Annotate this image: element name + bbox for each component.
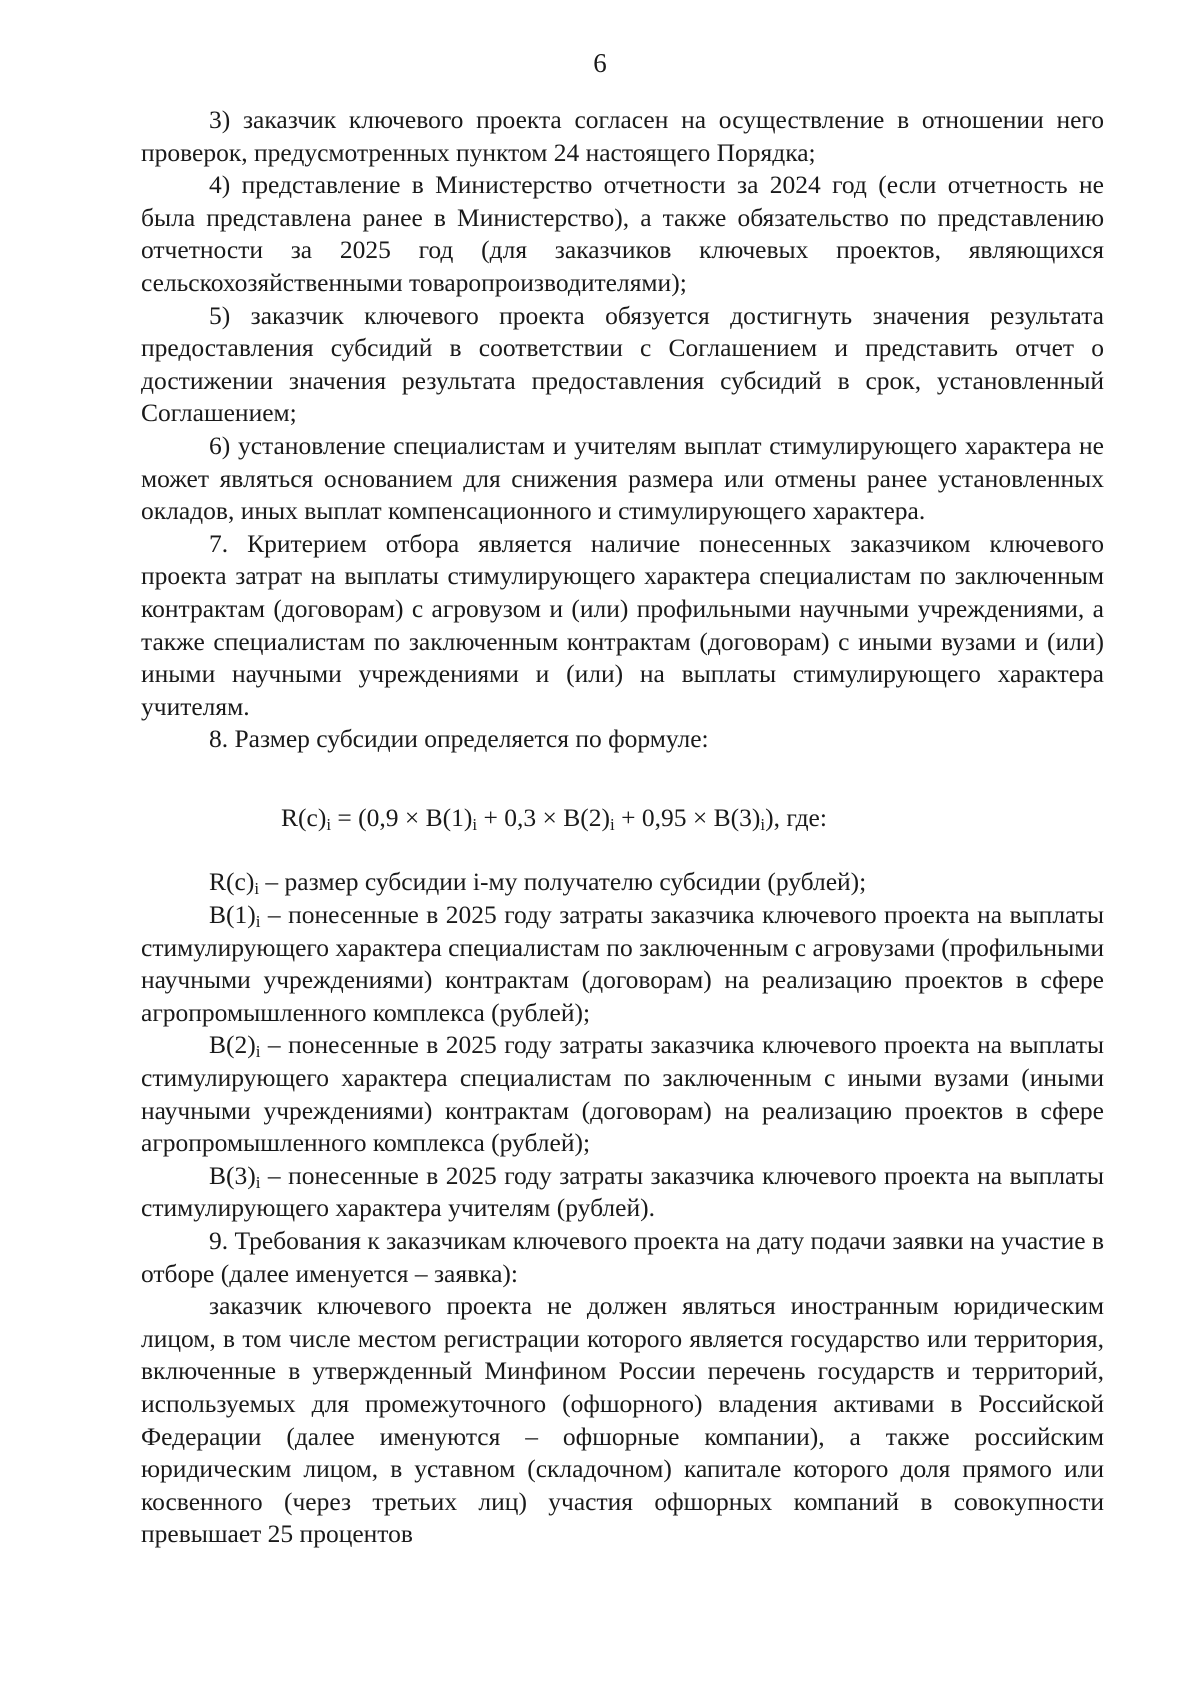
formula-part-4: + 0,95 × B(3) bbox=[614, 802, 761, 832]
definition-b1-symbol: B(1) bbox=[209, 900, 256, 930]
definition-b3-subscript: i bbox=[255, 1172, 261, 1192]
formula-subscript-2: i bbox=[472, 814, 478, 834]
item-3: 3) заказчик ключевого проекта согласен на осуществление в отношении него проверок, предусмотренных пунктом 24 настоящего Порядка; bbox=[141, 105, 1104, 167]
formula-subscript-4: i bbox=[760, 814, 766, 834]
definition-rc-text: – размер субсидии i-му получателю субсидии (рублей); bbox=[259, 867, 867, 897]
definition-b3-text: – понесенные в 2025 году затраты заказчика ключевого проекта на выплаты стимулирующего характера учителям (рублей). bbox=[141, 1160, 1104, 1223]
definition-rc-symbol: R(c) bbox=[209, 867, 255, 897]
clause-9-body: заказчик ключевого проекта не должен являться иностранным юридическим лицом, в том числе местом регистрации которого является государство или территория, включенные в утвержденный Минфином России перечень государств и территорий, используемых для промежуточного (офшорного) владения активами в Российской Федерации (далее именуются – офшорные компании), а также российским юридическим лицом, в уставном (складочном) капитале которого доля прямого или косвенного (через третьих лиц) участия офшорных компаний в совокупности превышает 25 процентов bbox=[141, 1291, 1104, 1549]
definition-b3-symbol: B(3) bbox=[209, 1160, 256, 1190]
definition-b1 bbox=[141, 899, 1104, 1029]
subsidy-formula bbox=[141, 802, 1104, 835]
definition-b3 bbox=[141, 1160, 1104, 1225]
definition-rc bbox=[141, 866, 1104, 899]
definition-b2-subscript: i bbox=[255, 1042, 261, 1062]
item-5: 5) заказчик ключевого проекта обязуется достигнуть значения результата предоставления субсидий в соответствии с Соглашением и представить отчет о достижении значения результата предоставления субсидий в срок, установленный Соглашением; bbox=[141, 300, 1104, 428]
formula-subscript-3: i bbox=[610, 814, 615, 834]
page-number: 6 bbox=[593, 48, 607, 78]
clause-7: 7. Критерием отбора является наличие понесенных заказчиком ключевого проекта затрат на выплаты стимулирующего характера специалистам по заключенным контрактам (договорам) с агровузом и (или) профильными научными учреждениями, а также специалистам по заключенным контрактам (договорам) с иными вузами и (или) иными научными учреждениями и (или) на выплаты стимулирующего характера учителям. bbox=[141, 528, 1104, 721]
formula-part-5: ), где: bbox=[765, 802, 827, 832]
clause-9: 9. Требования к заказчикам ключевого проекта на дату подачи заявки на участие в отборе (далее именуется – заявка): bbox=[141, 1226, 1104, 1288]
definition-rc-subscript: i bbox=[254, 879, 260, 899]
definition-b1-text: – понесенные в 2025 году затраты заказчика ключевого проекта на выплаты стимулирующего характера специалистам по заключенным с агровузами (профильными научными учреждениями) контрактам (договорам) на реализацию проектов в сфере агропромышленного комплекса (рублей); bbox=[141, 900, 1104, 1027]
clause-8: 8. Размер субсидии определяется по формуле: bbox=[209, 724, 709, 754]
definition-b1-subscript: i bbox=[255, 912, 261, 932]
definition-b2-text: – понесенные в 2025 году затраты заказчика ключевого проекта на выплаты стимулирующего характера специалистам по заключенным с иными вузами (иными научными учреждениями) контрактам (договорам) на реализацию проектов в сфере агропромышленного комплекса (рублей); bbox=[141, 1030, 1104, 1158]
formula-part-1: R(c) bbox=[281, 802, 327, 832]
item-4: 4) представление в Министерство отчетности за 2024 год (если отчетность не была представлена ранее в Министерство), а также обязательство по представлению отчетности за 2025 год (для заказчиков ключевых проектов, являющихся сельскохозяйственными товаропроизводителями); bbox=[141, 170, 1104, 297]
formula-part-3: + 0,3 × B(2) bbox=[477, 802, 611, 832]
definition-b2 bbox=[141, 1029, 1104, 1159]
definition-b2-symbol: B(2) bbox=[209, 1030, 256, 1060]
formula-part-2: = (0,9 × B(1) bbox=[331, 802, 473, 832]
item-6: 6) установление специалистам и учителям выплат стимулирующего характера не может являться основанием для снижения размера или отмены ранее установленных окладов, иных выплат компенсационного и стимулирующего характера. bbox=[141, 430, 1104, 526]
formula-subscript-1: i bbox=[326, 814, 332, 834]
document-body bbox=[141, 104, 1104, 1551]
